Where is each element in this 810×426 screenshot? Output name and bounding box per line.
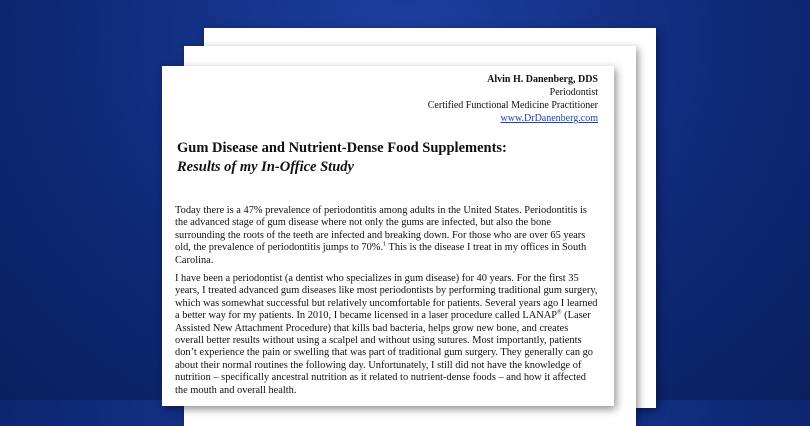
paragraph-2: [175, 273, 599, 397]
paragraph-1-text-b: This is the disease I treat in my offices in South Carolina.: [175, 242, 587, 266]
website-link[interactable]: www.DrDanenberg.com: [500, 113, 598, 124]
author-title: Periodontist: [549, 87, 598, 98]
paragraph-2-text-b: (Laser Assisted New Attachment Procedure) that kills bad bacteria, helps grow new bone, and creates overall better results without using a scalpel and without using sutures. Most importantly, patients don’t experience the pain or swelling that was part of traditional gum surgery. They generally can go about their normal routines the following day. Unfortunately, I still did not have the knowledge of nutrition – specifically ancestral nutrition as it related to nutrient-dense foods – and how it affected the mouth and overall health.: [175, 310, 593, 396]
author-name: Alvin H. Danenberg, DDS: [487, 74, 598, 85]
document-title-block: [177, 139, 597, 177]
footnote-marker: 1: [383, 241, 387, 248]
document-subtitle: Results of my In-Office Study: [177, 159, 354, 175]
paragraph-2-text-a: I have been a periodontist (a dentist who specializes in gum disease) for 40 years. For the first 35 years, I treated advanced gum diseases like most periodontists by performing traditional gum surgery, which was somewhat successful but relatively uncomfortable for patients. Several years ago I learned a better way for my patients. In 2010, I became licensed in a laser procedure called LANAP: [175, 273, 598, 322]
paragraph-1: [175, 205, 599, 267]
document-title: Gum Disease and Nutrient-Dense Food Supplements:: [177, 140, 507, 156]
paragraph-1-text-a: Today there is a 47% prevalence of periodontitis among adults in the United States. Periodontitis is the advanced stage of gum disease where not only the gums are infected, but also the bone surrounding the roots of the teeth are infected and breaking down. For those who are over 65 years old, the prevalence of periodontitis jumps to 70%.: [175, 205, 587, 254]
registered-mark: ®: [557, 309, 562, 316]
author-certification: Certified Functional Medicine Practitioner: [427, 100, 598, 111]
document-page: [162, 66, 614, 406]
document-body: [175, 205, 599, 403]
author-header: [428, 73, 598, 125]
